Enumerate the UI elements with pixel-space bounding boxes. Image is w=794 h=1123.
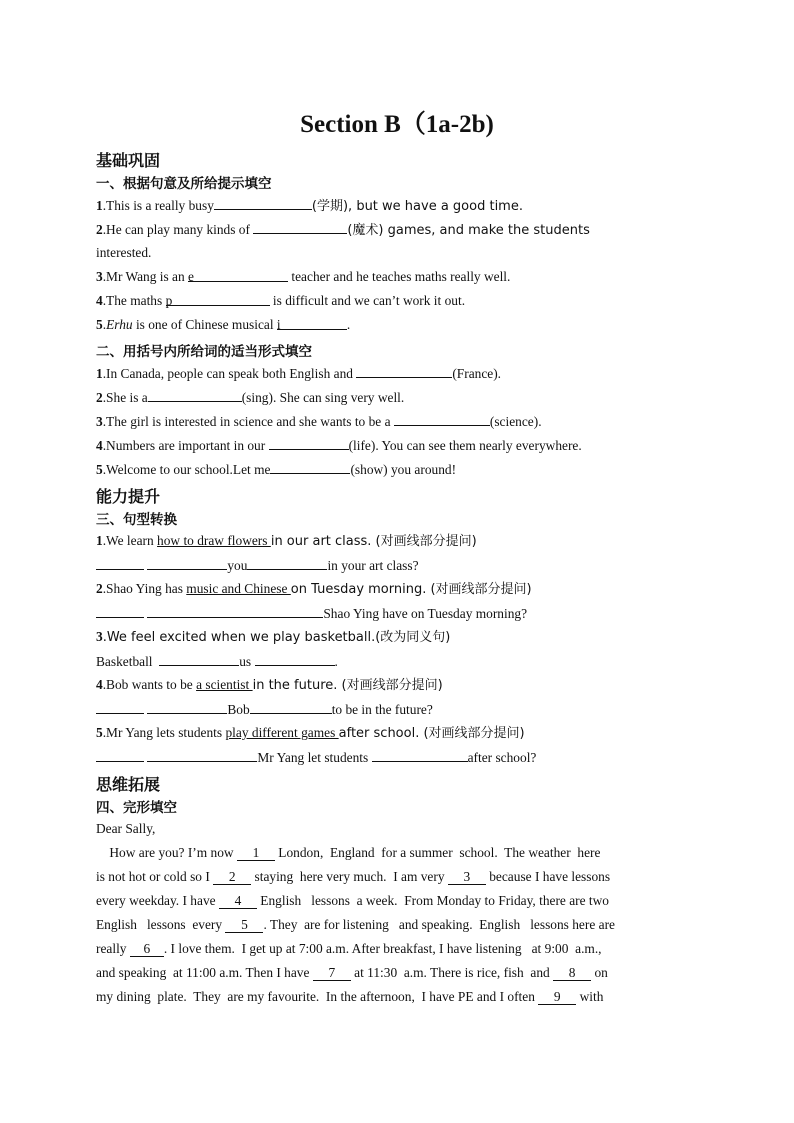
s1-question-3: 3.Mr Wang is an e teacher and he teaches maths really well. [96, 269, 511, 284]
s1-question-2: 2.He can play many kinds of (魔术) games, and make the students [96, 222, 590, 238]
section-heading-basics: 基础巩固 [96, 151, 161, 170]
s1-question-1: 1.This is a really busy (学期), but we have a good time. [96, 198, 523, 214]
s3-question-1: 1.We learn how to draw flowers in our art class. (对画线部分提问) [96, 533, 477, 549]
s3-answer-3: Basketball us . [96, 654, 338, 669]
answer-blank[interactable] [250, 700, 332, 714]
cloze-blank[interactable]: 5 [225, 917, 263, 933]
s3-question-4: 4.Bob wants to be a scientist in the future. (对画线部分提问) [96, 677, 443, 693]
answer-blank[interactable] [255, 652, 335, 666]
answer-blank[interactable] [372, 748, 468, 762]
cloze-blank[interactable]: 4 [219, 893, 257, 909]
answer-blank[interactable] [148, 388, 242, 402]
cloze-line-5: really 6 . I love them. I get up at 7:00 a.m. After breakfast, I have listening at 9:00 a.m., [96, 941, 602, 956]
answer-blank[interactable] [147, 604, 323, 618]
letter-greeting: Dear Sally, [96, 821, 156, 836]
answer-blank[interactable] [96, 700, 144, 714]
answer-blank[interactable]: e [188, 268, 288, 282]
answer-blank[interactable] [269, 436, 349, 450]
s2-question-3: 3.The girl is interested in science and she wants to be a (science). [96, 414, 542, 429]
s1-question-4: 4.The maths p is difficult and we can’t work it out. [96, 293, 466, 308]
part4-instruction: 四、完形填空 [96, 800, 177, 816]
cloze-line-6: and speaking at 11:00 a.m. Then I have 7 at 11:30 a.m. There is rice, fish and 8 on [96, 965, 608, 980]
cloze-line-3: every weekday. I have 4 English lessons a week. From Monday to Friday, there are two [96, 893, 609, 908]
cloze-blank[interactable]: 1 [237, 845, 275, 861]
cloze-blank[interactable]: 9 [538, 989, 576, 1005]
cloze-line-7: my dining plate. They are my favourite. In the afternoon, I have PE and I often 9 with [96, 989, 604, 1004]
part1-instruction: 一、根据句意及所给提示填空 [96, 176, 272, 192]
s2-question-2: 2.She is a (sing). She can sing very well. [96, 390, 405, 405]
cloze-line-4: English lessons every 5 . They are for listening and speaking. English lessons here are [96, 917, 615, 932]
answer-blank[interactable] [96, 556, 144, 570]
section-heading-extension: 思维拓展 [96, 775, 161, 794]
part3-instruction: 三、句型转换 [96, 512, 177, 528]
s1-question-5: 5.Erhu is one of Chinese musical i . [96, 317, 351, 332]
answer-blank[interactable] [214, 196, 312, 210]
section-heading-improve: 能力提升 [96, 487, 161, 506]
answer-blank[interactable] [247, 556, 327, 570]
s3-question-5: 5.Mr Yang lets students play different games after school. (对画线部分提问) [96, 725, 525, 741]
cloze-blank[interactable]: 3 [448, 869, 486, 885]
s3-answer-5: Mr Yang let students after school? [96, 748, 694, 767]
page-title: Section B（1a-2b) [300, 111, 494, 138]
answer-blank[interactable] [159, 652, 239, 666]
cloze-blank[interactable]: 7 [313, 965, 351, 981]
answer-blank[interactable] [147, 556, 227, 570]
s3-question-3: 3.We feel excited when we play basketball.(改为同义句) [96, 629, 451, 645]
answer-blank[interactable]: i [277, 316, 347, 330]
answer-blank[interactable] [147, 748, 257, 762]
cloze-blank[interactable]: 6 [130, 941, 164, 957]
s3-question-2: 2.Shao Ying has music and Chinese on Tuesday morning. (对画线部分提问) [96, 581, 532, 597]
s2-question-5: 5.Welcome to our school.Let me (show) you around! [96, 462, 457, 477]
answer-blank[interactable] [147, 700, 227, 714]
s3-answer-1: you in your art class? [96, 556, 694, 575]
answer-blank[interactable] [96, 604, 144, 618]
s3-answer-2: Shao Ying have on Tuesday morning? [96, 604, 694, 623]
s2-question-4: 4.Numbers are important in our (life). You can see them nearly everywhere. [96, 438, 582, 453]
answer-blank[interactable] [96, 748, 144, 762]
cloze-blank[interactable]: 8 [553, 965, 591, 981]
qnum: 1 [96, 198, 103, 213]
s1-question-2-cont: interested. [96, 245, 152, 260]
answer-blank[interactable] [270, 460, 350, 474]
cloze-line-1: How are you? I’m now 1 London, England for a summer school. The weather here [96, 845, 601, 860]
answer-blank[interactable]: p [166, 292, 270, 306]
answer-blank[interactable] [253, 220, 347, 234]
part2-instruction: 二、用括号内所给词的适当形式填空 [96, 344, 312, 360]
answer-blank[interactable] [356, 364, 452, 378]
answer-blank[interactable] [394, 412, 490, 426]
cloze-line-2: is not hot or cold so I 2 staying here very much. I am very 3 because I have lessons [96, 869, 611, 884]
cloze-blank[interactable]: 2 [213, 869, 251, 885]
s3-answer-4: Bob to be in the future? [96, 700, 694, 719]
s2-question-1: 1.In Canada, people can speak both English and (France). [96, 366, 502, 381]
